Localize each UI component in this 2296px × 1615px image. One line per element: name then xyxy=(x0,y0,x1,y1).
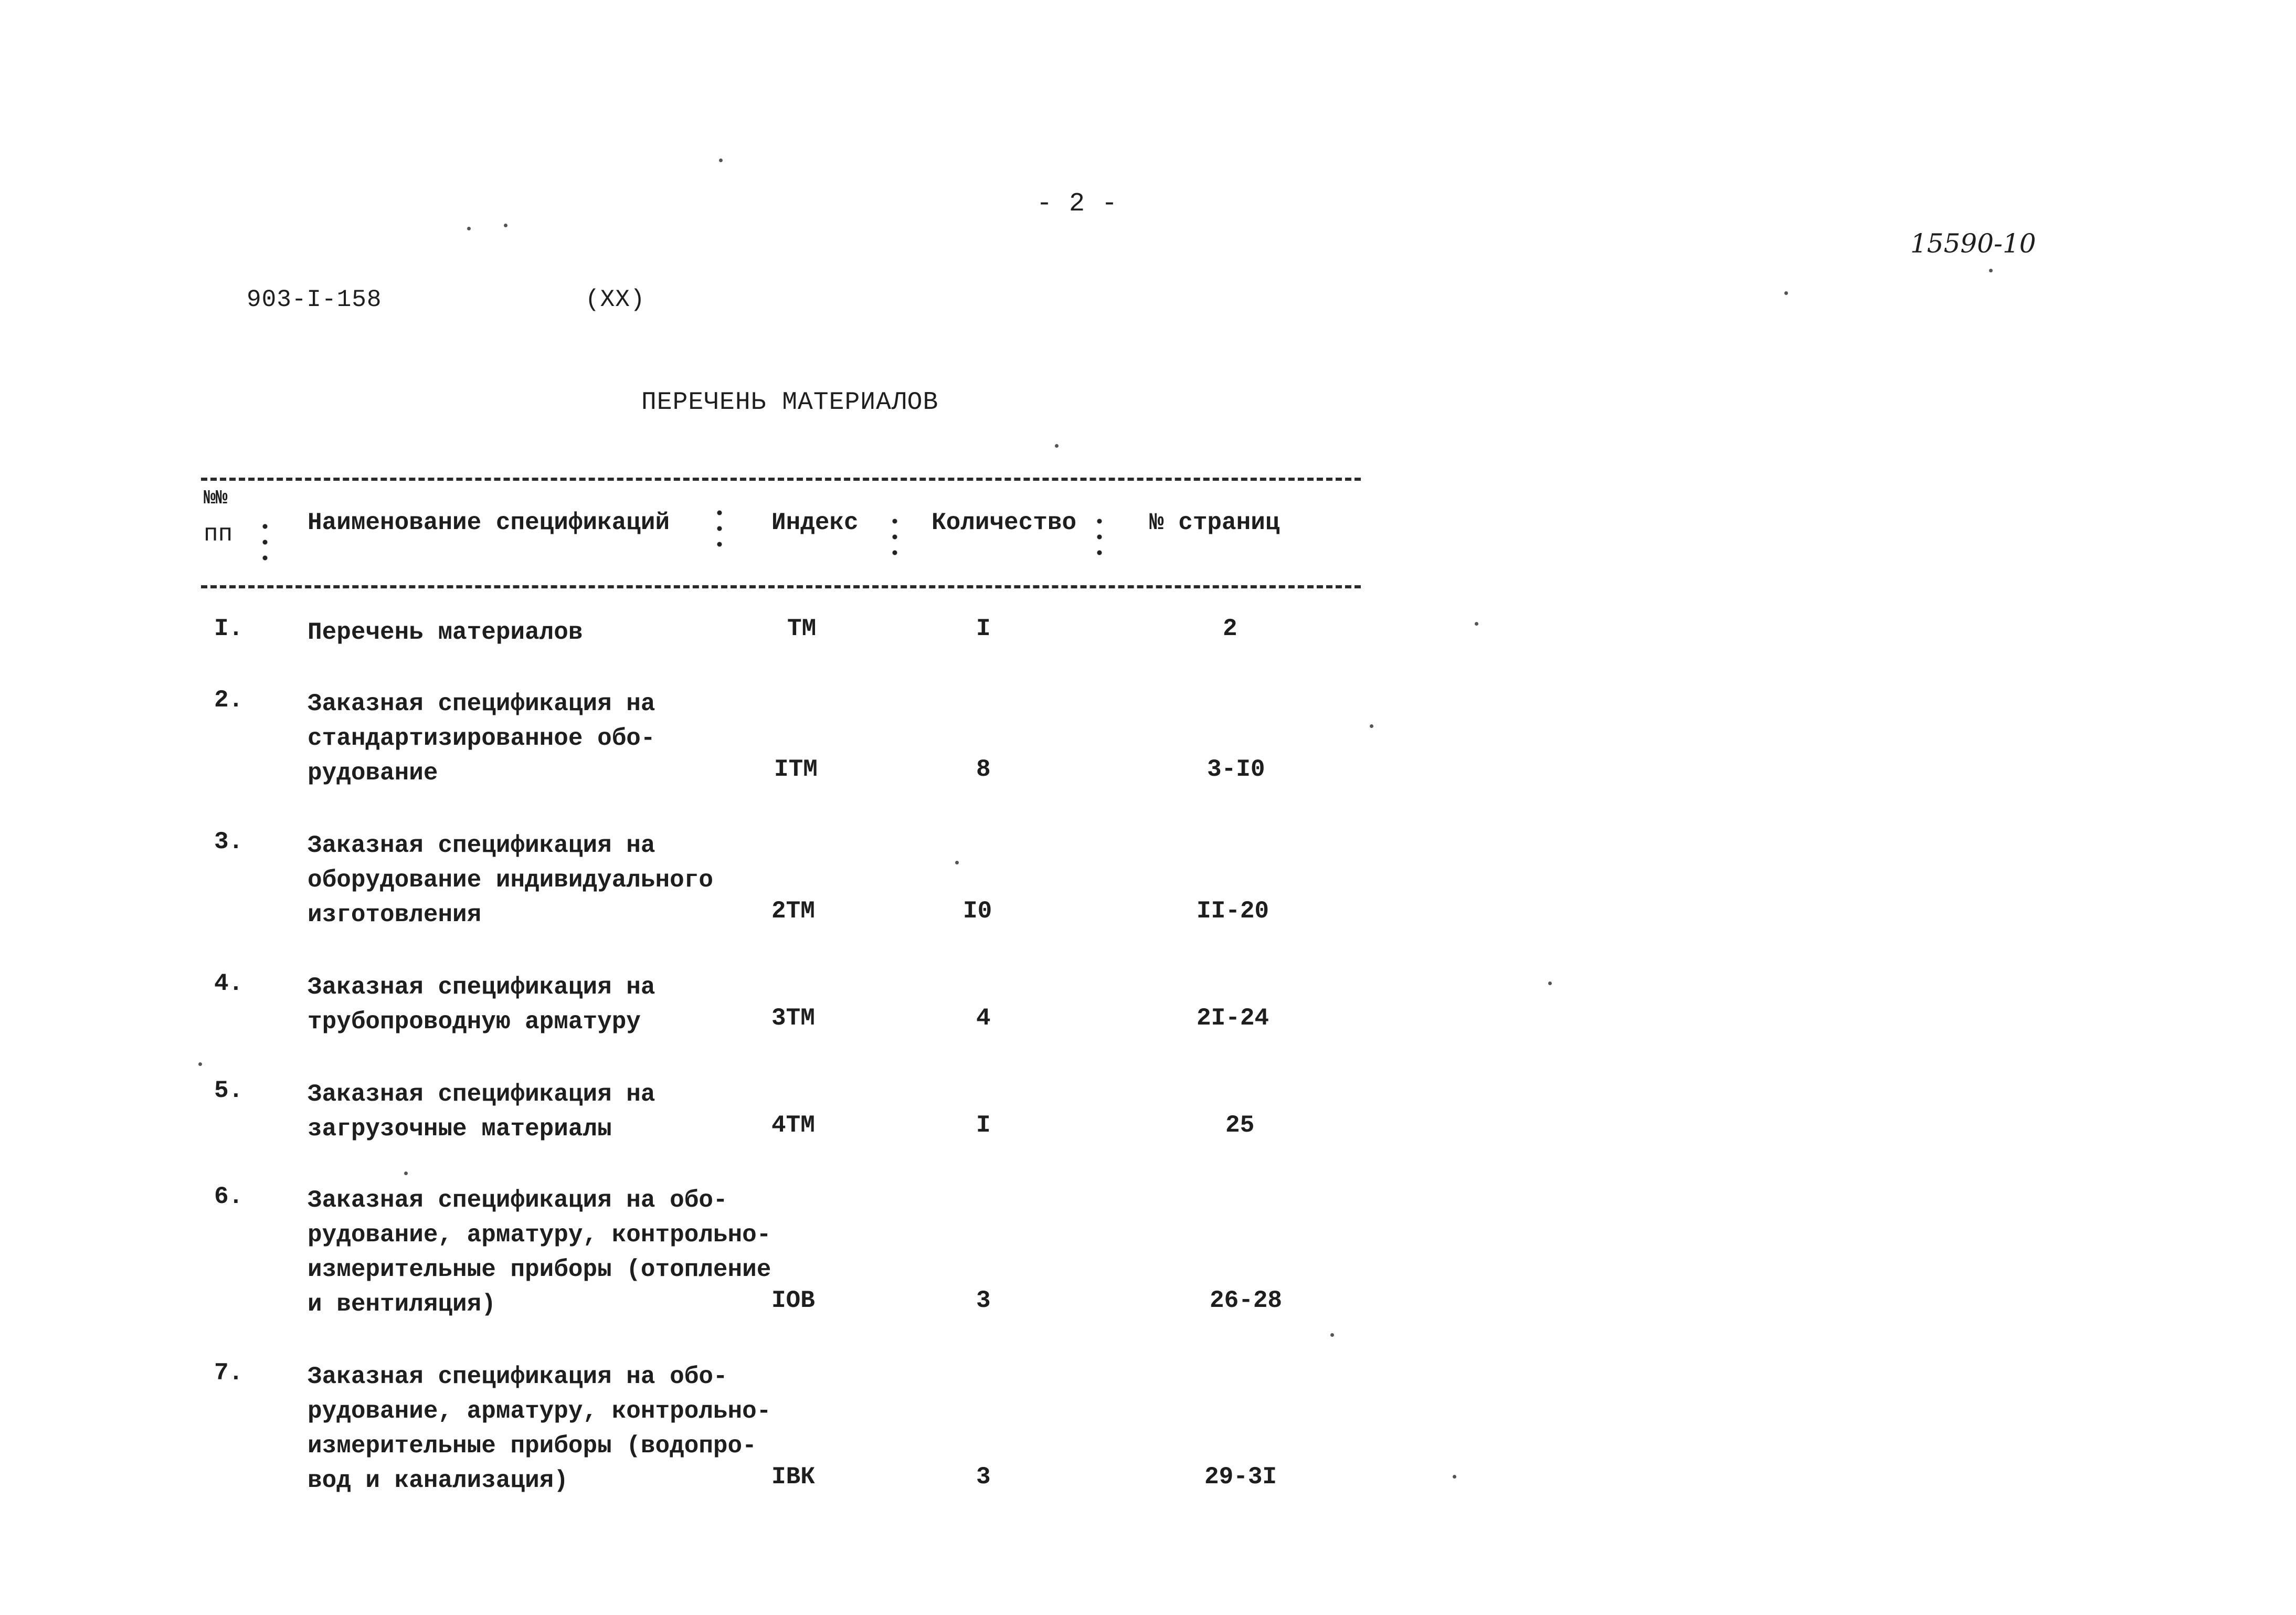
row-name-line: трубопроводную арматуру xyxy=(308,1008,641,1036)
scan-speck xyxy=(504,224,507,227)
header-separator xyxy=(717,505,722,552)
scan-speck xyxy=(1330,1333,1334,1337)
row-index: IТМ xyxy=(774,756,818,783)
row-name-line: Перечень материалов xyxy=(308,619,583,646)
row-quantity: 3 xyxy=(976,1287,991,1314)
row-name-line: Заказная спецификация на обо- xyxy=(308,1187,728,1214)
row-name xyxy=(308,828,713,932)
row-quantity: 4 xyxy=(976,1005,991,1032)
row-number: 2. xyxy=(214,687,244,714)
row-pages: 25 xyxy=(1225,1112,1255,1139)
row-name-line: рудование xyxy=(308,759,438,787)
row-name-line: рудование, арматуру, контрольно- xyxy=(308,1221,771,1249)
row-name xyxy=(308,687,655,790)
row-name-line: стандартизированное обо- xyxy=(308,725,655,752)
row-index: 3ТМ xyxy=(771,1005,815,1032)
row-name xyxy=(308,615,583,650)
scan-speck xyxy=(719,159,723,162)
row-index: IВК xyxy=(771,1463,815,1491)
header-name: Наименование спецификаций xyxy=(308,509,670,536)
row-pages: 26-28 xyxy=(1210,1287,1283,1314)
row-name-line: изготовления xyxy=(308,901,482,928)
header-pages: № страниц xyxy=(1149,509,1280,536)
header-number-line2: пп xyxy=(204,521,233,548)
document-code: 903-I-158 xyxy=(247,286,382,313)
scan-speck xyxy=(1370,724,1373,728)
row-name-line: загрузочные материалы xyxy=(308,1115,612,1143)
row-quantity: I xyxy=(976,615,991,642)
row-index: IОВ xyxy=(771,1287,815,1314)
row-quantity: I0 xyxy=(963,898,992,925)
scan-speck xyxy=(404,1171,408,1175)
row-name xyxy=(308,970,655,1039)
row-number: 5. xyxy=(214,1077,244,1104)
row-name-line: Заказная спецификация на обо- xyxy=(308,1363,728,1390)
row-quantity: 8 xyxy=(976,756,991,783)
row-number: 7. xyxy=(214,1359,244,1387)
header-bottom-rule xyxy=(201,585,1361,588)
row-name-line: оборудование индивидуального xyxy=(308,867,713,894)
row-name-line: и вентиляция) xyxy=(308,1291,496,1318)
document-mark: (XX) xyxy=(585,286,646,313)
row-name-line: Заказная спецификация на xyxy=(308,832,655,859)
row-quantity: 3 xyxy=(976,1463,991,1491)
row-number: 4. xyxy=(214,970,244,997)
stamp-number: 15590-10 xyxy=(1910,228,2036,259)
scan-speck xyxy=(1453,1475,1456,1479)
row-quantity: I xyxy=(976,1112,991,1139)
row-name-line: рудование, арматуру, контрольно- xyxy=(308,1398,771,1425)
row-name xyxy=(308,1183,771,1322)
header-quantity: Количество xyxy=(932,509,1077,536)
scan-speck xyxy=(1475,622,1478,626)
row-pages: 29-3I xyxy=(1204,1463,1277,1491)
row-name xyxy=(308,1359,771,1498)
row-pages: 2I-24 xyxy=(1197,1005,1269,1032)
scan-speck xyxy=(1784,291,1788,295)
row-number: 6. xyxy=(214,1183,244,1210)
row-number: 3. xyxy=(214,828,244,856)
row-pages: II-20 xyxy=(1197,898,1269,925)
header-separator xyxy=(262,519,268,566)
header-separator xyxy=(1097,513,1102,561)
header-index: Индекс xyxy=(771,509,859,536)
row-name-line: Заказная спецификация на xyxy=(308,974,655,1001)
row-name-line: Заказная спецификация на xyxy=(308,1081,655,1108)
scan-speck xyxy=(955,861,959,864)
scan-speck xyxy=(1055,444,1059,448)
header-top-rule xyxy=(201,478,1361,481)
row-index: 2ТМ xyxy=(771,898,815,925)
row-name xyxy=(308,1077,655,1146)
row-name-line: измерительные приборы (водопро- xyxy=(308,1432,757,1460)
row-name-line: вод и канализация) xyxy=(308,1467,568,1494)
document-title: ПЕРЕЧЕНЬ МАТЕРИАЛОВ xyxy=(641,388,939,417)
row-name-line: Заказная спецификация на xyxy=(308,690,655,717)
row-index: ТМ xyxy=(787,615,817,642)
scan-speck xyxy=(198,1062,202,1066)
page-number: - 2 - xyxy=(1036,189,1118,219)
scan-speck xyxy=(1989,269,1993,272)
row-number: I. xyxy=(214,615,244,642)
row-pages: 3-I0 xyxy=(1207,756,1265,783)
row-name-line: измерительные приборы (отопление xyxy=(308,1256,771,1283)
row-pages: 2 xyxy=(1223,615,1237,642)
scan-speck xyxy=(467,227,471,230)
row-index: 4ТМ xyxy=(771,1112,815,1139)
scan-speck xyxy=(1548,981,1552,985)
header-separator xyxy=(892,513,897,561)
header-number-line1: №№ xyxy=(204,487,228,510)
